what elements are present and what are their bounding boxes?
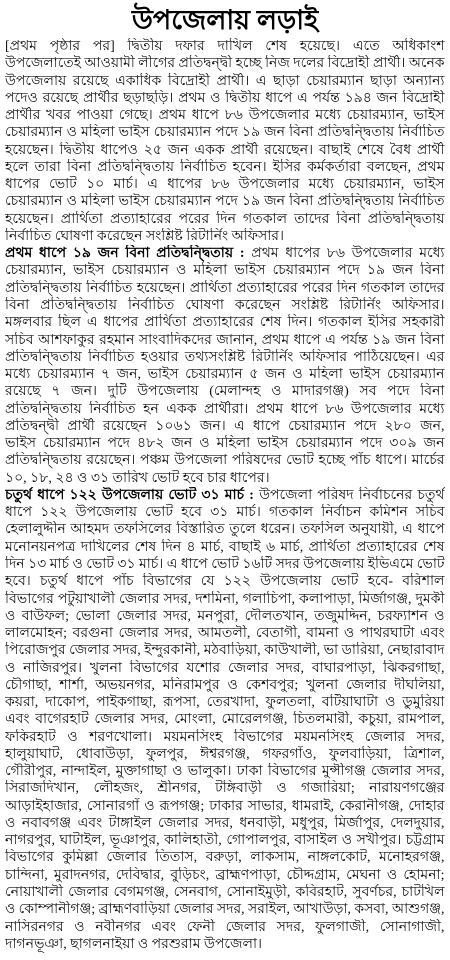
text-line xyxy=(5,297,445,314)
text-line xyxy=(5,470,445,487)
text-line xyxy=(5,73,445,90)
text-line-content: ও নাজিরপুর। খুলনা বিভাগের যশোর জেলার সদর, বাঘারপাড়া, ঝিকরগাছা, xyxy=(5,660,445,676)
text-line-content: নির্বাচিত ঘোষণা করেছেন সংশ্লিষ্ট রিটার্নিং অফিসার। xyxy=(5,228,284,244)
text-line-content: মঙ্গলবার ছিল এ ধাপের প্রার্থিতা প্রত্যাহারের শেষ দিন। গতকাল ইসির সহকারী xyxy=(5,315,445,331)
text-line-content: প্রতিদ্বন্দ্বিতায় নির্বাচিত হওয়ার তথ্যসংশ্লিষ্ট রিটার্নিং অফিসার পাঠিয়েছেন। এর xyxy=(5,349,445,365)
text-line-content: হেলালুদ্দীন আহমদ তফসিলের বিস্তারিত তুলে ধরেন। তফসিল অনুযায়ী, এ ধাপে xyxy=(5,522,445,538)
text-line xyxy=(5,435,445,452)
text-line xyxy=(5,591,445,608)
text-line-content: মধ্যে চেয়ারম্যান ৭ জন, ভাইস চেয়ারম্যান ৫ জন ও মহিলা ভাইস চেয়ারম্যান xyxy=(5,367,445,383)
text-line-content: লালমোহন; বরগুনা জেলার সদর, আমতলী, বেতাগী, বামনা ও পাথরঘাটা এবং xyxy=(5,626,445,642)
text-line-content: নোয়াখালী জেলার বেগমগঞ্জ, সেনবাগ, সোনাইমুড়ী, কবিরহাট, সুবর্ণচর, চাটখিল xyxy=(5,885,445,901)
text-line xyxy=(5,815,445,832)
text-line-content: চেয়ারম্যান ও মহিলা ভাইস চেয়ারম্যান পদে ১৯ জন বিনা প্রতিদ্বন্দ্বিতায় নির্বাচিত xyxy=(5,194,445,210)
text-line-content: হালুয়াঘাট, ধোবাউড়া, ফুলপুর, ঈশ্বরগঞ্জ, গফরগাঁও, ফুলবাড়িয়া, ত্রিশাল, xyxy=(5,746,445,762)
text-line xyxy=(5,262,445,279)
text-line xyxy=(5,884,445,901)
text-line xyxy=(5,245,445,262)
text-line xyxy=(5,418,445,435)
text-line-content: প্রতিদ্বন্দ্বিতায় রয়েছেন। পঞ্চম উপজেলা পরিষদের ভোট হচ্ছে পাঁচ ধাপে। মার্চের xyxy=(5,453,445,469)
text-line-content: প্রতিদ্বন্দ্বী প্রার্থী রয়েছেন ১০৬১ জন। এ ধাপে চেয়ারম্যান পদে ২৮০ জন, xyxy=(5,418,445,434)
text-line xyxy=(5,211,445,228)
text-line-content xyxy=(5,487,445,504)
text-line-content: হবে। চতুর্থ ধাপে পাঁচ বিভাগের যে ১২২ উপজেলায় ভোট হবে- বরিশাল xyxy=(5,574,445,590)
text-line xyxy=(5,919,445,936)
text-line xyxy=(5,849,445,866)
text-line-content: উপজেলাতেই আওয়ামী লীগের প্রতিদ্বন্দ্বী হচ্ছে নিজ দলের বিদ্রোহী প্রার্থী। অনেক xyxy=(5,56,445,72)
text-line-content: প্রার্থীর খবর পাওয়া গেছে। প্রথম ধাপে ৮৬ উপজেলার মধ্যে চেয়ারম্যান, ভাইস xyxy=(5,108,445,124)
text-line-content xyxy=(5,245,445,262)
text-line-content: গৌরীপুর, নান্দাইল, মুক্তাগাছা ও ভালুকা। ঢাকা বিভাগের মুন্সীগঞ্জ জেলার সদর, xyxy=(5,764,445,780)
text-line-content: সচিব আশফাকুর রহমান সাংবাদিকদের জানান, প্রথম ধাপে এ পর্যন্ত ১৯ জন বিনা xyxy=(5,332,445,348)
text-line xyxy=(5,608,445,625)
text-line xyxy=(5,711,445,728)
text-line xyxy=(5,539,445,556)
text-line xyxy=(5,660,445,677)
text-line-content: চৌগাছা, শার্শা, অভয়নগর, মনিরামপুর ও কেশবপুর; খুলনা জেলার দীঘলিয়া, xyxy=(5,677,445,693)
text-line-content: [প্রথম পৃষ্ঠার পর] দ্বিতীয় দফার দাখিল শেষ হয়েছে। এতে অধিকাংশ xyxy=(5,39,445,54)
text-line xyxy=(5,228,445,245)
text-line xyxy=(5,124,445,141)
text-line-content: ও কোম্পানীগঞ্জ; ব্রাহ্মণবাড়িয়া জেলার সদর, সরাইল, আখাউড়া, কসবা, আশুগঞ্জ, xyxy=(5,902,445,918)
text-line xyxy=(5,694,445,711)
text-line-content: সিরাজদিখান, লৌহজং, শ্রীনগর, টঙ্গিবাড়ী ও গজারিয়া; নারায়ণগঞ্জের xyxy=(5,781,445,797)
text-line xyxy=(5,573,445,590)
text-line-content: ধাপে ১২২ উপজেলায় ভোট হবে ৩১ মার্চ। গতকাল নির্বাচন কমিশন সচিব xyxy=(5,505,445,521)
text-line xyxy=(5,936,445,953)
text-line xyxy=(5,38,445,55)
text-line-content: দাগনভূঞা, ছাগলনাইয়া ও পরশুরাম উপজেলা। xyxy=(5,936,263,952)
text-line-content: দিন ১৩ মার্চ ও ভোট ৩১ মার্চ। এ ধাপে ভোট ১৬টি সদর উপজেলায় ইভিএমে ভোট xyxy=(5,556,445,572)
text-line-content: মনোনয়নপত্র দাখিলের শেষ দিন ৪ মার্চ, বাছাই ৬ মার্চ, প্রার্থিতা প্রত্যাহারের শেষ xyxy=(5,539,445,555)
section-subheading: চতুর্থ ধাপে ১২২ উপজেলায় ভোট ৩১ মার্চ : xyxy=(5,487,254,503)
text-line-content: পিরোজপুর জেলার সদর, ইন্দুরকানী, মঠবাড়িয়া, কাউখালী, ভা ডারিয়া, নেছারাবাদ xyxy=(5,643,445,659)
text-line xyxy=(5,625,445,642)
text-line-content: বিভাগের পটুয়াখালী জেলার সদর, দশমিনা, গলাচিপা, কলাপাড়া, মির্জাগঞ্জ, দুমকী xyxy=(5,591,445,607)
text-line xyxy=(5,746,445,763)
text-line xyxy=(5,193,445,210)
text-line-content: উপজেলায় রয়েছে একাধিক বিদ্রোহী প্রার্থী। এ ছাড়া চেয়ারম্যান ছাড়া অন্যান্য xyxy=(5,73,445,89)
text-line xyxy=(5,504,445,521)
text-line xyxy=(5,55,445,72)
text-line-content: ১০, ১৮, ২৪ ও ৩১ তারিখ ভোট হবে চার ধাপের। xyxy=(5,470,270,486)
headline: উপজেলায় লড়াই xyxy=(131,5,319,35)
text-line xyxy=(5,332,445,349)
text-line xyxy=(5,642,445,659)
text-line xyxy=(5,780,445,797)
text-line-content: ও নবাবগঞ্জ এবং টাঙ্গাইল জেলার সদর, ধনবাড়ী, মধুপুর, মির্জাপুর, দেলদুয়ার, xyxy=(5,815,445,831)
text-line-content: হলে তারা বিনা প্রতিদ্বন্দ্বিতায় নির্বাচিত হবেন। ইসির কর্মকর্তারা বলছেন, প্রথম xyxy=(5,159,445,175)
text-line xyxy=(5,521,445,538)
text-line-content: প্রতিদ্বন্দ্বিতায় নির্বাচিত হয়েছেন। প্রার্থিতা প্রত্যাহারের পরের দিন গতকাল তাদের xyxy=(5,280,445,296)
text-line xyxy=(5,349,445,366)
text-line-content: ভাইস চেয়ারম্যান পদে ৪৮২ জন ও মহিলা ভাইস চেয়ারম্যান পদে ৩০৯ জন xyxy=(5,436,445,452)
section-subheading: প্রথম ধাপে ১৯ জন বিনা প্রতিদ্বন্দ্বিতায় : xyxy=(5,246,245,262)
text-line-content: চান্দিনা, মুরাদনগর, দেবিদ্বার, বুড়িচং, ব্রাহ্মণপাড়া, চৌদ্দগ্রাম, মেঘনা ও হোমনা; xyxy=(5,867,445,883)
text-line-content: চেয়ারম্যান ও মহিলা ভাইস চেয়ারম্যান পদে ১৯ জন বিনা প্রতিদ্বন্দ্বিতায় নির্বাচিত xyxy=(5,125,445,141)
text-line-content: হয়েছেন। প্রার্থিতা প্রত্যাহারের পরের দিন গতকাল তাদের বিনা প্রতিদ্বন্দ্বিতায় xyxy=(5,211,445,227)
text-line-content: নাগরপুর, ঘাটাইল, ভূঞাপুর, কালিহাতী, গোপালপুর, বাসাইল ও সখীপুর। চট্টগ্রাম xyxy=(5,833,445,849)
text-line xyxy=(5,383,445,400)
text-line-content: কয়রা, দাকোপ, পাইকগাছা, রূপসা, তেরখাদা, ফুলতলা, বটিয়াঘাটা ও ডুমুরিয়া xyxy=(5,695,445,711)
text-line-content: হয়েছেন। দ্বিতীয় ধাপেও ২৫ জন একক প্রার্থী রয়েছেন। বাছাই শেষে বৈধ প্রার্থী xyxy=(5,142,445,158)
text-line-content: পদেও রয়েছে প্রার্থীর ছড়াছড়ি। প্রথম ও দ্বিতীয় ধাপে এ পর্যন্ত ১৯৪ জন বিদ্রোহী xyxy=(5,90,445,106)
text-line xyxy=(5,280,445,297)
text-line xyxy=(5,452,445,469)
text-line-content: বিনা প্রতিদ্বন্দ্বিতায় নির্বাচিত ঘোষণা করেছেন সংশ্লিষ্ট রিটার্নিং অফিসার। xyxy=(5,297,445,313)
text-line-content: ধাপের ভোট ১০ মার্চ। এ ধাপের ৮৬ উপজেলার মধ্যে চেয়ারম্যান, ভাইস xyxy=(5,177,445,193)
text-line xyxy=(5,401,445,418)
text-line-content: ফকিরহাট ও শরণখোলা। ময়মনসিংহ বিভাগের ময়মনসিংহ জেলার সদর, xyxy=(5,729,445,745)
text-line-content: বিভাগের কুমিল্লা জেলার তিতাস, বরুড়া, লাকসাম, নাঙ্গলকোট, মনোহরগঞ্জ, xyxy=(5,850,445,866)
text-line xyxy=(5,176,445,193)
text-line xyxy=(5,832,445,849)
text-line xyxy=(5,556,445,573)
text-line-rest: প্রথম ধাপের ৮৬ উপজেলার মধ্যে xyxy=(251,246,445,262)
text-line xyxy=(5,901,445,918)
text-line-content: নাসিরনগর ও নবীনগর এবং ফেনী জেলার সদর, ফুলগাজী, সোনাগাজী, xyxy=(5,919,445,935)
article-body xyxy=(5,38,445,956)
text-line xyxy=(5,487,445,504)
text-line xyxy=(5,677,445,694)
text-line xyxy=(5,314,445,331)
text-line xyxy=(5,90,445,107)
text-line xyxy=(5,142,445,159)
text-line-content: ও বাউফল; ভোলা জেলার সদর, মনপুরা, দৌলতখান, তজুমদ্দিন, চরফ্যাশন ও xyxy=(5,608,445,624)
text-line-rest: উপজেলা পরিষদ নির্বাচনের চতুর্থ xyxy=(259,487,445,503)
text-line xyxy=(5,798,445,815)
text-line-content: আড়াইহাজার, সোনারগাঁ ও রূপগঞ্জ; ঢাকার সাভার, ধামরাই, কেরানীগঞ্জ, দোহার xyxy=(5,798,445,814)
text-line xyxy=(5,763,445,780)
text-line-content: এবং বাগেরহাট জেলার সদর, মোংলা, মোরেলগঞ্জ, চিতলমারী, কচুয়া, রামপাল, xyxy=(5,712,445,728)
text-line xyxy=(5,107,445,124)
text-line xyxy=(5,159,445,176)
text-line xyxy=(5,867,445,884)
text-line-content: প্রতিদ্বন্দ্বিতায় নির্বাচিত হন একক প্রার্থীরা। প্রথম ধাপে ৮৬ উপজেলার মধ্যে xyxy=(5,401,445,417)
text-line xyxy=(5,366,445,383)
text-line xyxy=(5,729,445,746)
text-line-content: রয়েছে ৭ জন। দুটি উপজেলায় (মেলান্দহ ও মাদারগঞ্জ) সব পদে বিনা xyxy=(5,384,445,400)
text-line-content: চেয়ারম্যান, ভাইস চেয়ারম্যান ও মহিলা ভাইস চেয়ারম্যান পদে ১৯ জন বিনা xyxy=(5,263,445,279)
